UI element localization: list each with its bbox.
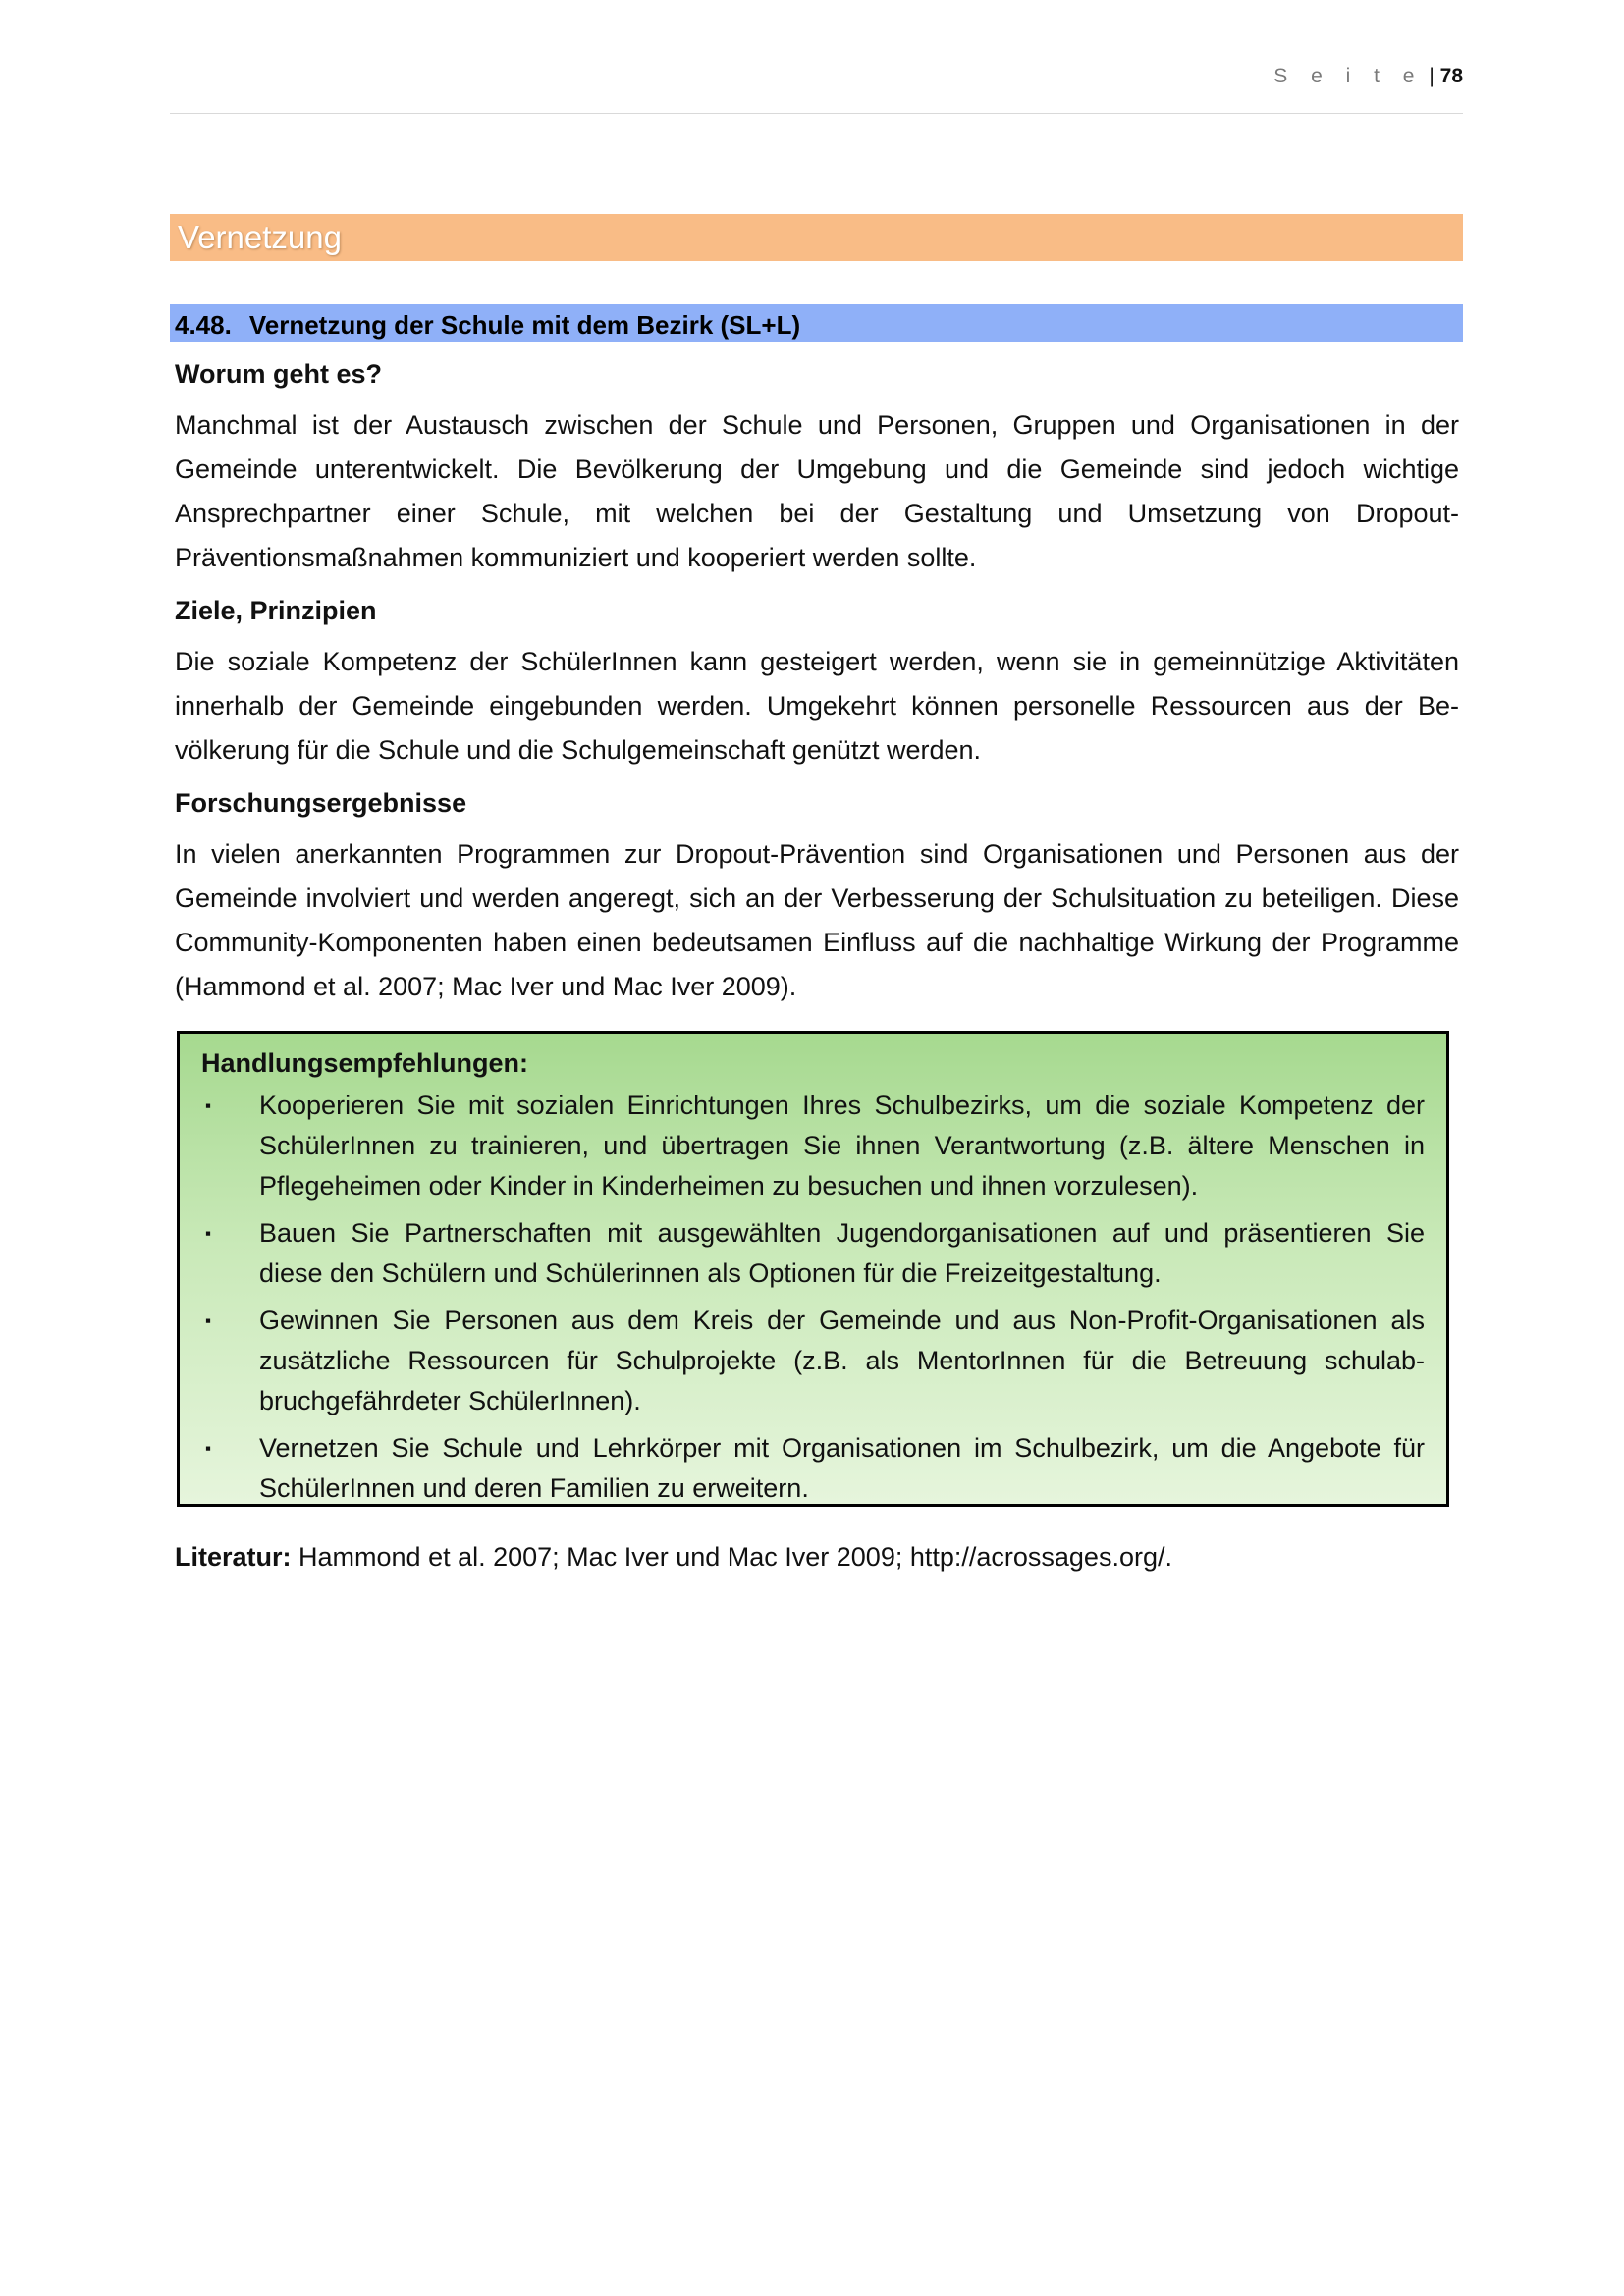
literature-label: Literatur:	[175, 1542, 292, 1572]
block-heading-ziele: Ziele, Prinzipien	[175, 596, 377, 625]
block-text-ziele: Die soziale Kompetenz der SchülerInnen kann gesteigert werden, wenn sie in gemeinnützige Aktivitäten innerhalb der Gemeinde eingebunden werden. Umgekehrt können personelle Ressourcen aus der Be-völkerung für die Schule und die Schulgemeinschaft genützt werden.	[175, 647, 1459, 765]
list-item-text: Vernetzen Sie Schule und Lehrkörper mit Organisationen im Schulbezirk, um die Angebote für SchülerInnen und deren Familien zu erweitern.	[259, 1433, 1425, 1503]
list-item-text: Kooperieren Sie mit sozialen Einrichtungen Ihres Schulbezirks, um die soziale Kompetenz der SchülerInnen zu trainieren, und übertragen Sie ihnen Verantwortung (z.B. ältere Menschen in Pflegeheimen oder Kinder in Kinderheimen zu besuchen und ihnen vorzulesen).	[259, 1091, 1425, 1201]
section-banner	[170, 304, 1463, 342]
section-title	[175, 310, 800, 341]
page-header	[170, 65, 1463, 88]
list-item	[201, 1213, 1425, 1294]
block-heading-forschung: Forschungsergebnisse	[175, 788, 467, 818]
list-item	[201, 1301, 1425, 1421]
page-number: 78	[1439, 65, 1463, 87]
recommendations-box	[177, 1031, 1449, 1507]
section-title-text: Vernetzung der Schule mit dem Bezirk (SL+L)	[248, 310, 801, 340]
bullet-icon: ▪	[205, 1439, 212, 1458]
block-text-worum: Manchmal ist der Austausch zwischen der Schule und Personen, Gruppen und Organisationen in der Gemeinde unterentwickelt. Die Bevölkerung der Umgebung und die Gemeinde sind jedoch wichtige Ansprechpartner einer Schule, mit welchen bei der Gestaltung und Umsetzung von Dropout-Präventionsmaßnahmen kommuniziert und kooperiert werden sollte.	[175, 410, 1459, 572]
recommendations-list	[201, 1086, 1425, 1509]
bullet-icon: ▪	[205, 1096, 212, 1115]
bullet-icon: ▪	[205, 1311, 212, 1330]
recommendations-heading: Handlungsempfehlungen:	[201, 1048, 528, 1078]
header-divider	[170, 113, 1463, 114]
bullet-icon: ▪	[205, 1224, 212, 1243]
chapter-title: Vernetzung	[178, 219, 342, 255]
list-item-text: Bauen Sie Partnerschaften mit ausgewählten Jugendorganisationen auf und präsentieren Sie diese den Schülern und Schülerinnen als Optionen für die Freizeitgestaltung.	[259, 1218, 1425, 1288]
main-content	[175, 353, 1459, 1019]
chapter-banner	[170, 214, 1463, 261]
list-item	[201, 1428, 1425, 1509]
literature-reference	[175, 1536, 1459, 1577]
literature-text: Hammond et al. 2007; Mac Iver und Mac Iver 2009; http://acrossages.org/.	[298, 1542, 1172, 1572]
block-heading-worum: Worum geht es?	[175, 359, 383, 389]
header-label: S e i t e	[1273, 65, 1424, 87]
section-number: 4.48.	[175, 310, 232, 340]
block-text-forschung: In vielen anerkannten Programmen zur Dropout-Prävention sind Organisationen und Personen aus der Gemeinde involviert und werden angeregt, sich an der Verbesserung der Schulsituation zu beteiligen. Diese Community-Komponenten haben einen bedeutsamen Einfluss auf die nachhaltige Wirkung der Programme (Hammond et al. 2007; Mac Iver und Mac Iver 2009).	[175, 839, 1459, 1001]
list-item	[201, 1086, 1425, 1206]
list-item-text: Gewinnen Sie Personen aus dem Kreis der Gemeinde und aus Non-Profit-Organisationen als zusätzliche Ressourcen für Schulprojekte (z.B. als MentorInnen für die Betreuung schulab-bruchgefährdeter SchülerInnen).	[259, 1306, 1425, 1415]
header-separator: |	[1429, 65, 1435, 87]
